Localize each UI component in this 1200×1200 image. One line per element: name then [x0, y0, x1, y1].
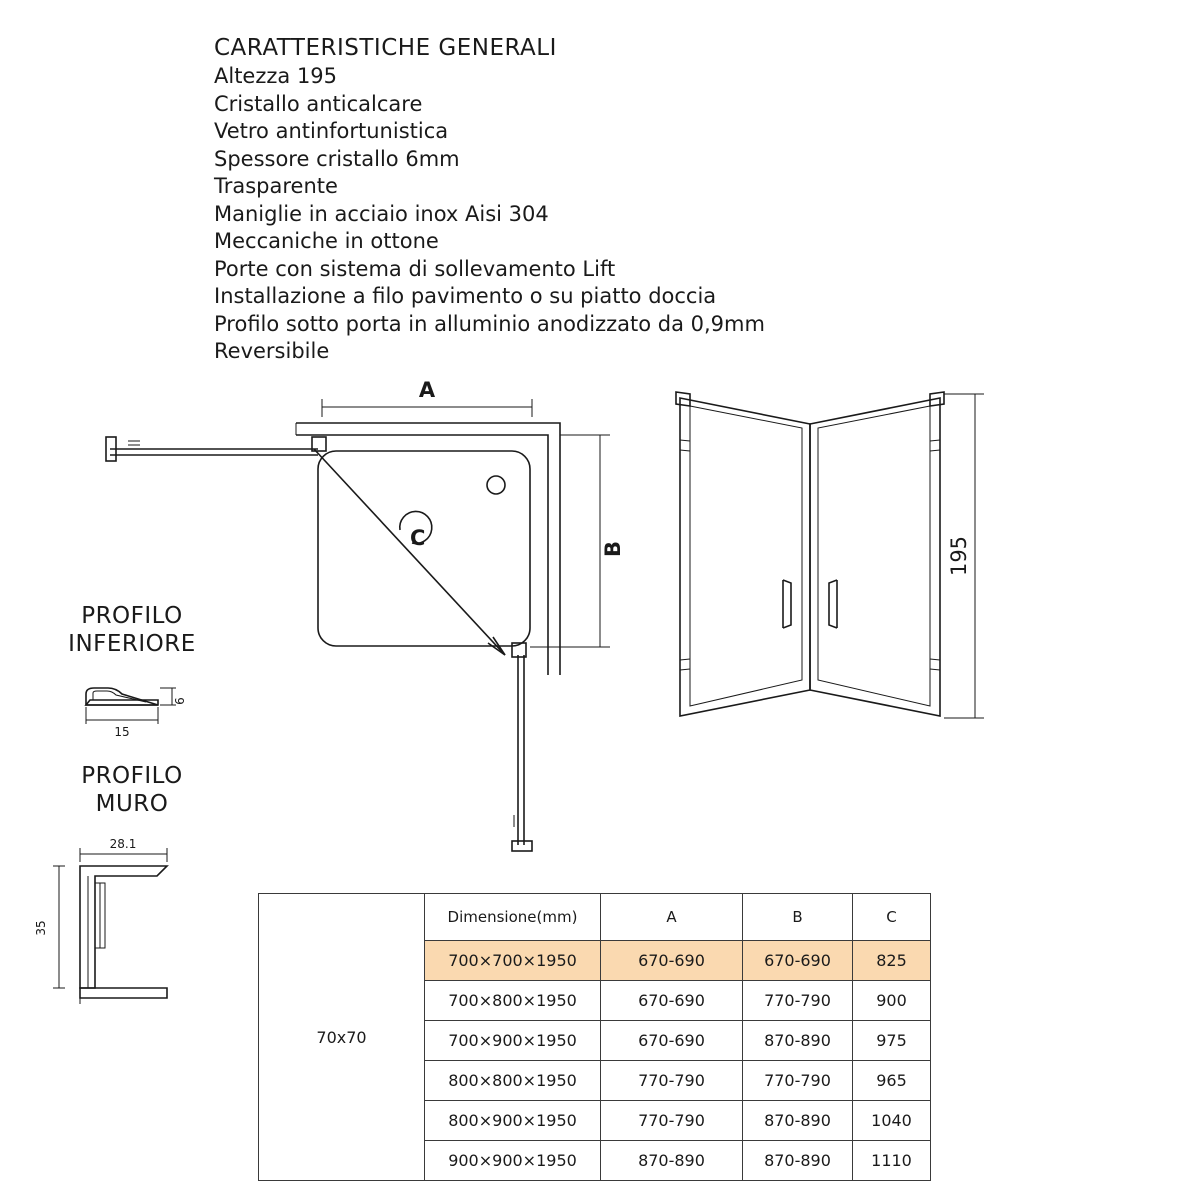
- sizes-table: [258, 893, 931, 1181]
- row-5-c: 1110: [853, 1141, 931, 1181]
- row-4-c: 1040: [853, 1101, 931, 1141]
- row-1-a: 670-690: [601, 981, 743, 1021]
- row-2-dim: 700×900×1950: [425, 1021, 601, 1061]
- front-view-drawing: [650, 380, 1000, 740]
- plan-label-a: A: [418, 378, 436, 402]
- table-corner-label: 70x70: [259, 894, 425, 1181]
- table-header-c: C: [853, 894, 931, 941]
- spec-line-1: Altezza 195: [214, 64, 338, 88]
- row-3-dim: 800×800×1950: [425, 1061, 601, 1101]
- general-characteristics-block: [214, 34, 974, 366]
- plan-view-drawing: [100, 375, 660, 875]
- row-3-b: 770-790: [743, 1061, 853, 1101]
- row-5-dim: 900×900×1950: [425, 1141, 601, 1181]
- row-0-dim: 700×700×1950: [425, 941, 601, 981]
- row-1-c: 900: [853, 981, 931, 1021]
- spec-line-5: Trasparente: [214, 174, 338, 198]
- front-height-label: 195: [947, 535, 971, 577]
- spec-line-8: Porte con sistema di sollevamento Lift: [214, 256, 616, 281]
- row-2-c: 975: [853, 1021, 931, 1061]
- table-header-dimensione: Dimensione(mm): [425, 894, 601, 941]
- spec-line-4: Spessore cristallo 6mm: [214, 146, 460, 171]
- row-5-a: 870-890: [601, 1141, 743, 1181]
- row-0-a: 670-690: [601, 941, 743, 981]
- plan-label-b: B: [601, 540, 625, 558]
- plan-label-c: C: [410, 526, 426, 550]
- profilo-muro-height-text: 35: [34, 920, 48, 936]
- row-3-a: 770-790: [601, 1061, 743, 1101]
- profilo-inferiore-label-line1: PROFILO: [81, 603, 183, 629]
- profilo-inferiore-label-line2: INFERIORE: [68, 631, 196, 657]
- sizes-table-wrap: [258, 893, 930, 1181]
- row-3-c: 965: [853, 1061, 931, 1101]
- spec-line-9: Installazione a filo pavimento o su piatto doccia: [214, 284, 717, 308]
- spec-line-10: Profilo sotto porta in alluminio anodizzato da 0,9mm: [214, 311, 765, 336]
- row-1-dim: 700×800×1950: [425, 981, 601, 1021]
- spec-line-3: Vetro antinfortunistica: [214, 119, 449, 143]
- row-2-b: 870-890: [743, 1021, 853, 1061]
- table-header-a: A: [601, 894, 743, 941]
- table-header-row: [259, 894, 931, 941]
- row-4-dim: 800×900×1950: [425, 1101, 601, 1141]
- profilo-muro-width-text: 28.1: [109, 837, 137, 851]
- spec-line-11: Reversibile: [214, 339, 330, 363]
- profilo-inferiore-width-text: 15: [114, 725, 130, 739]
- row-2-a: 670-690: [601, 1021, 743, 1061]
- profilo-muro-label-line2: MURO: [95, 791, 169, 817]
- row-5-b: 870-890: [743, 1141, 853, 1181]
- table-header-b: B: [743, 894, 853, 941]
- row-1-b: 770-790: [743, 981, 853, 1021]
- profilo-muro-label-line1: PROFILO: [81, 763, 183, 789]
- profilo-inferiore-height-text: 6: [173, 697, 187, 705]
- row-0-c: 825: [853, 941, 931, 981]
- specs-title: CARATTERISTICHE GENERALI: [214, 35, 557, 61]
- spec-line-2: Cristallo anticalcare: [214, 91, 423, 116]
- spec-line-6: Maniglie in acciaio inox Aisi 304: [214, 201, 549, 226]
- row-4-a: 770-790: [601, 1101, 743, 1141]
- row-4-b: 870-890: [743, 1101, 853, 1141]
- spec-line-7: Meccaniche in ottone: [214, 229, 439, 253]
- row-0-b: 670-690: [743, 941, 853, 981]
